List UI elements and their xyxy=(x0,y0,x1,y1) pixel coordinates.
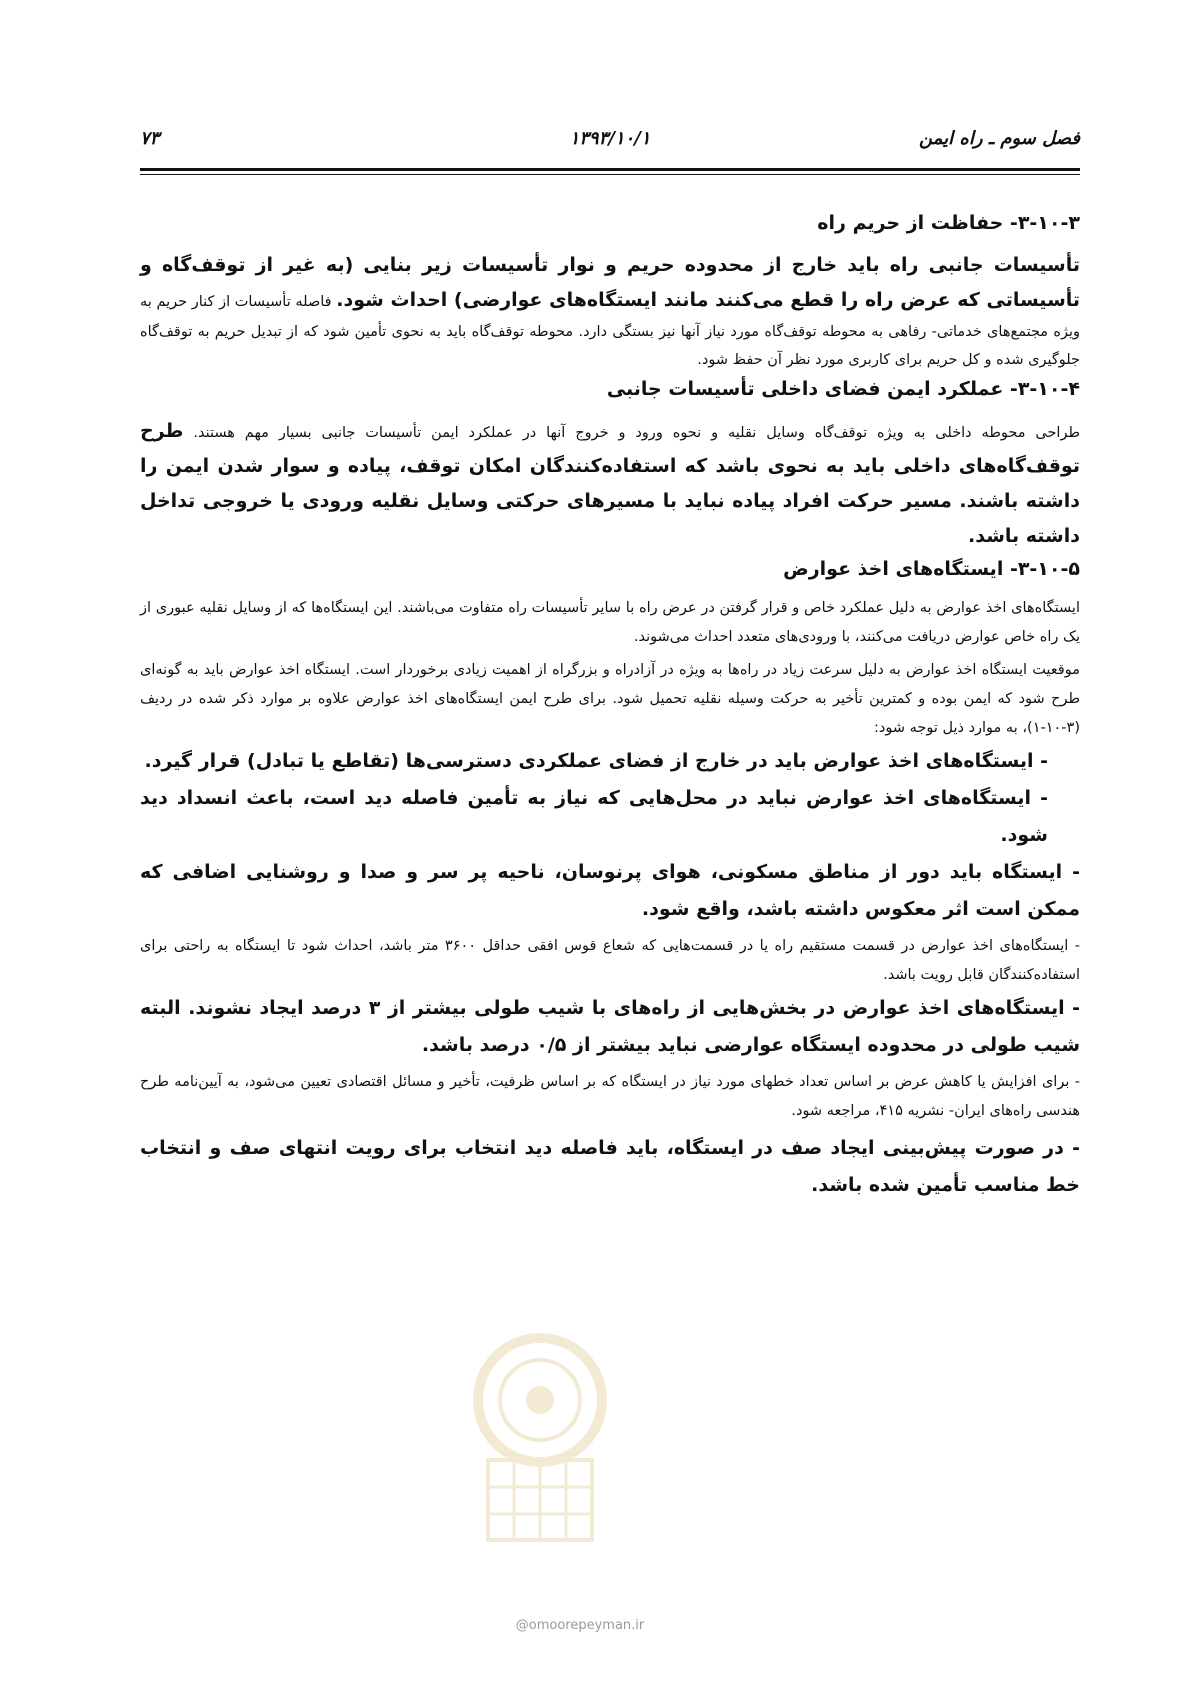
regular-text: طراحی محوطه داخلی به ویژه توقف‌گاه وسایل نقلیه و نحوه ورود و خروج آنها در عملکرد ایمن تأسیسات جانبی بسیار مهم هستند. xyxy=(193,425,1081,441)
bold-statement: طرح توقف‌گاه‌های داخلی باید به نحوی باشد که استفاده‌کنندگان امکان توقف، پیاده و سوار شدن ایمن را داشته باشند. مسیر حرکت افراد پیاده نباید با مسیرهای حرکتی وسایل نقلیه ورودی یا خروجی تداخل داشته باشد. xyxy=(140,420,1080,547)
header-rule-thin xyxy=(140,174,1080,175)
paragraph-internal-space xyxy=(140,414,1080,554)
list-item: - ایستگاه‌های اخذ عوارض نباید در محل‌هایی که نیاز به تأمین فاصله دید است، باعث انسداد دید شود. xyxy=(140,787,1048,846)
chapter-title: فصل سوم ـ راه ایمن xyxy=(919,128,1080,149)
list-item: - برای افزایش یا کاهش عرض بر اساس تعداد خطهای مورد نیاز در ایستگاه که بر اساس ظرفیت، تأخیر و مسائل اقتصادی تعیین می‌شود، به آیین‌نامه طرح هندسی راه‌های ایران- نشریه ۴۱۵، مراجعه شود. xyxy=(140,1074,1080,1119)
header-rule-thick xyxy=(140,168,1080,171)
paragraph-toll-intro: ایستگاه‌های اخذ عوارض به دلیل عملکرد خاص و قرار گرفتن در عرض راه با سایر تأسیسات راه متفاوت می‌باشند. این ایستگاه‌ها که از وسایل نقلیه عبوری از یک راه خاص عوارض دریافت می‌کنند، با ورودی‌های متعدد احداث می‌شوند. xyxy=(140,600,1080,645)
emblem-icon xyxy=(460,1330,620,1550)
page-number: ۷۳ xyxy=(140,128,160,149)
regular-text: فاصله تأسیسات از کنار حریم به ویژه مجتمع‌های خدماتی- رفاهی به محوطه توقف‌گاه مورد نیاز آنها نیز بستگی دارد. محوطه توقف‌گاه باید به نحوی تأمین شود که از تبدیل حریم به توقف‌گاه جلوگیری شده و کل حریم برای کاربری مورد نظر آن حفظ شود. xyxy=(140,294,1080,368)
revision-date: ۱۳۹۳/۱۰/۱ xyxy=(569,128,651,149)
watermark-site: @omoorepeyman.ir xyxy=(515,1618,645,1633)
list-item: - در صورت پیش‌بینی ایجاد صف در ایستگاه، باید فاصله دید انتخاب برای رویت انتهای صف و انتخاب خط مناسب تأمین شده باشد. xyxy=(140,1137,1080,1196)
list-item: - ایستگاه باید دور از مناطق مسکونی، هوای پرنوسان، ناحیه پر سر و صدا و روشنایی اضافی که ممکن است اثر معکوس داشته باشد، واقع شود. xyxy=(140,861,1080,920)
page-body xyxy=(140,208,1080,1204)
section-title-3-10-4: ۳-۱۰-۴- عملکرد ایمن فضای داخلی تأسیسات جانبی xyxy=(606,378,1080,400)
list-item: - ایستگاه‌های اخذ عوارض در بخش‌هایی از راه‌های با شیب طولی بیشتر از ۳ درصد ایجاد نشوند. البته شیب طولی در محدوده ایستگاه عوارضی نباید بیشتر از ۰/۵ درصد باشد. xyxy=(140,997,1080,1056)
watermark-emblem xyxy=(460,1330,620,1550)
paragraph-toll-location: موقعیت ایستگاه اخذ عوارض به دلیل سرعت زیاد در راه‌ها به ویژه در آزادراه و بزرگراه از اهمیت زیادی برخوردار است. ایستگاه اخذ عوارض باید به گونه‌ای طرح شود که ایمن بوده و کمترین تأخیر به حرکت وسیله نقلیه تحمیل شود. برای طرح ایمن ایستگاه‌های اخذ عوارض علاوه بر موارد ذکر شده در ردیف (۳-۱۰-۱)، به موارد ذیل توجه شود: xyxy=(140,662,1080,736)
page-header xyxy=(140,128,1080,158)
bold-statement: تأسیسات جانبی راه باید خارج از محدوده حریم و نوار تأسیسات زیر بنایی (به غیر از توقف‌گاه و تأسیساتی که عرض راه را قطع می‌کنند مانند ایستگاه‌های عوارضی) احداث شود. xyxy=(140,254,1081,311)
list-item: - ایستگاه‌های اخذ عوارض باید در خارج از فضای عملکردی دسترسی‌ها (تقاطع یا تبادل) قرار گیرد. xyxy=(144,750,1048,772)
section-title-3-10-3: ۳-۱۰-۳- حفاظت از حریم راه xyxy=(817,212,1080,234)
paragraph-road-privacy xyxy=(140,248,1080,374)
section-title-3-10-5: ۳-۱۰-۵- ایستگاه‌های اخذ عوارض xyxy=(783,558,1080,580)
list-item: - ایستگاه‌های اخذ عوارض در قسمت مستقیم راه یا در قسمت‌هایی که شعاع قوس افقی حداقل ۳۶۰۰ متر باشد، احداث شود تا ایستگاه به راحتی برای استفاده‌کنندگان قابل رویت باشد. xyxy=(140,938,1080,983)
